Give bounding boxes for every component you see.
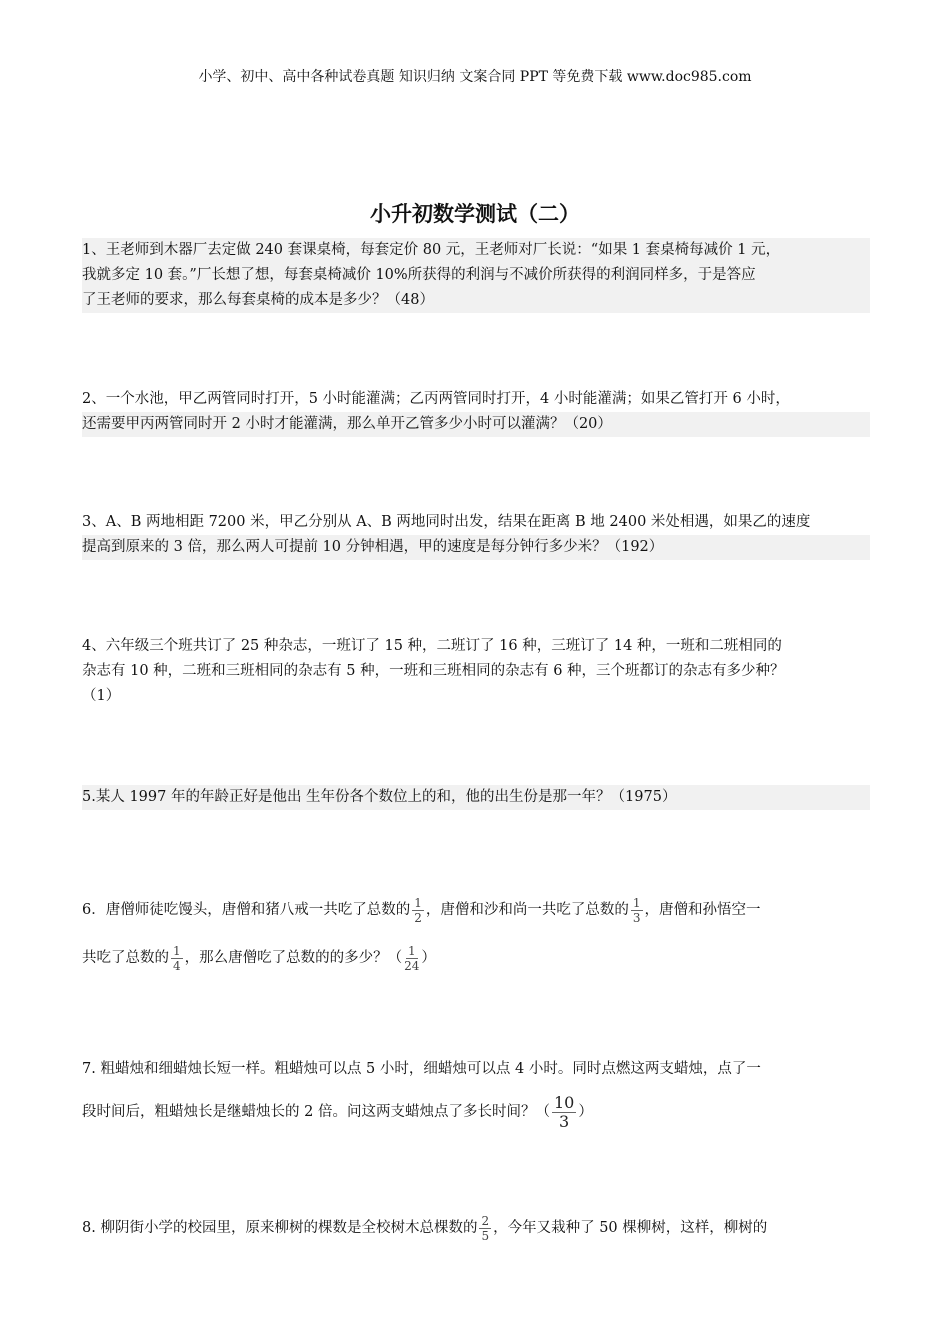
question-line: （1） [82,688,121,704]
q7-text: ） [578,1104,593,1120]
question-5 [82,785,870,810]
question-line: 5.某人 1997 年的年龄正好是他出 生年份各个数位上的和，他的出生份是那一年？（1975） [82,785,870,810]
q6-text: ） [421,950,436,966]
q6-text: ，唐僧和沙和尚一共吃了总数的 [425,902,629,918]
q8-text: 8. 柳阴街小学的校园里，原来柳树的棵数是全校树木总棵数的 [82,1220,478,1236]
fraction: $\frac{2}{5}$ [481,1213,490,1243]
question-line: 我就多定 10 套。”厂长想了想，每套桌椅减价 10%所获得的利润与不减价所获得的利润同样多，于是答应 [82,263,870,288]
question-line: 杂志有 10 种，二班和三班相同的杂志有 5 种，一班和三班相同的杂志有 6 种，三个班都订的杂志有多少种？ [82,663,785,679]
question-7 [82,1057,870,1134]
question-1 [82,238,870,313]
fraction: $\frac{1}{2}$ [414,895,422,925]
question-6 [82,890,870,978]
question-line: 4、六年级三个班共订了 25 种杂志，一班订了 15 种，二班订了 16 种，三班订了 14 种，一班和二班相同的 [82,638,782,654]
question-line: 提高到原来的 3 倍，那么两人可提前 10 分钟相遇，甲的速度是每分钟行多少米？（192） [82,535,870,560]
q8-text: ，今年又栽种了 50 棵柳树，这样，柳树的 [493,1220,768,1236]
fraction: $\frac{1}{4}$ [173,943,181,973]
page-header: 小学、初中、高中各种试卷真题 知识归纳 文案合同 PPT 等免费下载 www.doc985.com [198,69,752,85]
question-2 [82,387,870,437]
q6-text: ，唐僧和孙悟空一 [644,902,761,918]
question-line: 2、一个水池，甲乙两管同时打开，5 小时能灌满；乙丙两管同时打开，4 小时能灌满；如果乙管打开 6 小时， [82,391,790,407]
question-line: 了王老师的要求，那么每套桌椅的成本是多少？（48） [82,288,870,313]
question-line: 7. 粗蜡烛和细蜡烛长短一样。粗蜡烛可以点 5 小时，细蜡烛可以点 4 小时。同时点燃这两支蜡烛，点了一 [82,1061,761,1077]
fraction: $\frac{1}{24}$ [404,943,420,973]
q6-text: 共吃了总数的 [82,950,169,966]
q6-text: ，那么唐僧吃了总数的的多少？（ [184,950,403,966]
question-8 [82,1210,870,1246]
question-line: 还需要甲丙两管同时开 2 小时才能灌满，那么单开乙管多少小时可以灌满？（20） [82,412,870,437]
q6-text: 6．唐僧师徒吃馒头，唐僧和猪八戒一共吃了总数的 [82,902,411,918]
q7-text: 段时间后，粗蜡烛长是继蜡烛长的 2 倍。问这两支蜡烛点了多长时间？（ [82,1104,550,1120]
fraction: $\frac{1}{3}$ [632,895,641,925]
question-4 [82,634,870,709]
question-line: 1、王老师到木器厂去定做 240 套课桌椅，每套定价 80 元，王老师对厂长说：“如果 1 套桌椅每减价 1 元， [82,238,870,263]
page-title: 小升初数学测试（二） [370,201,580,226]
question-3 [82,510,870,560]
fraction: $\frac{10}{3}$ [553,1092,575,1131]
question-line: 3、A、B 两地相距 7200 米，甲乙分别从 A、B 两地同时出发，结果在距离 B 地 2400 米处相遇，如果乙的速度 [82,514,811,530]
